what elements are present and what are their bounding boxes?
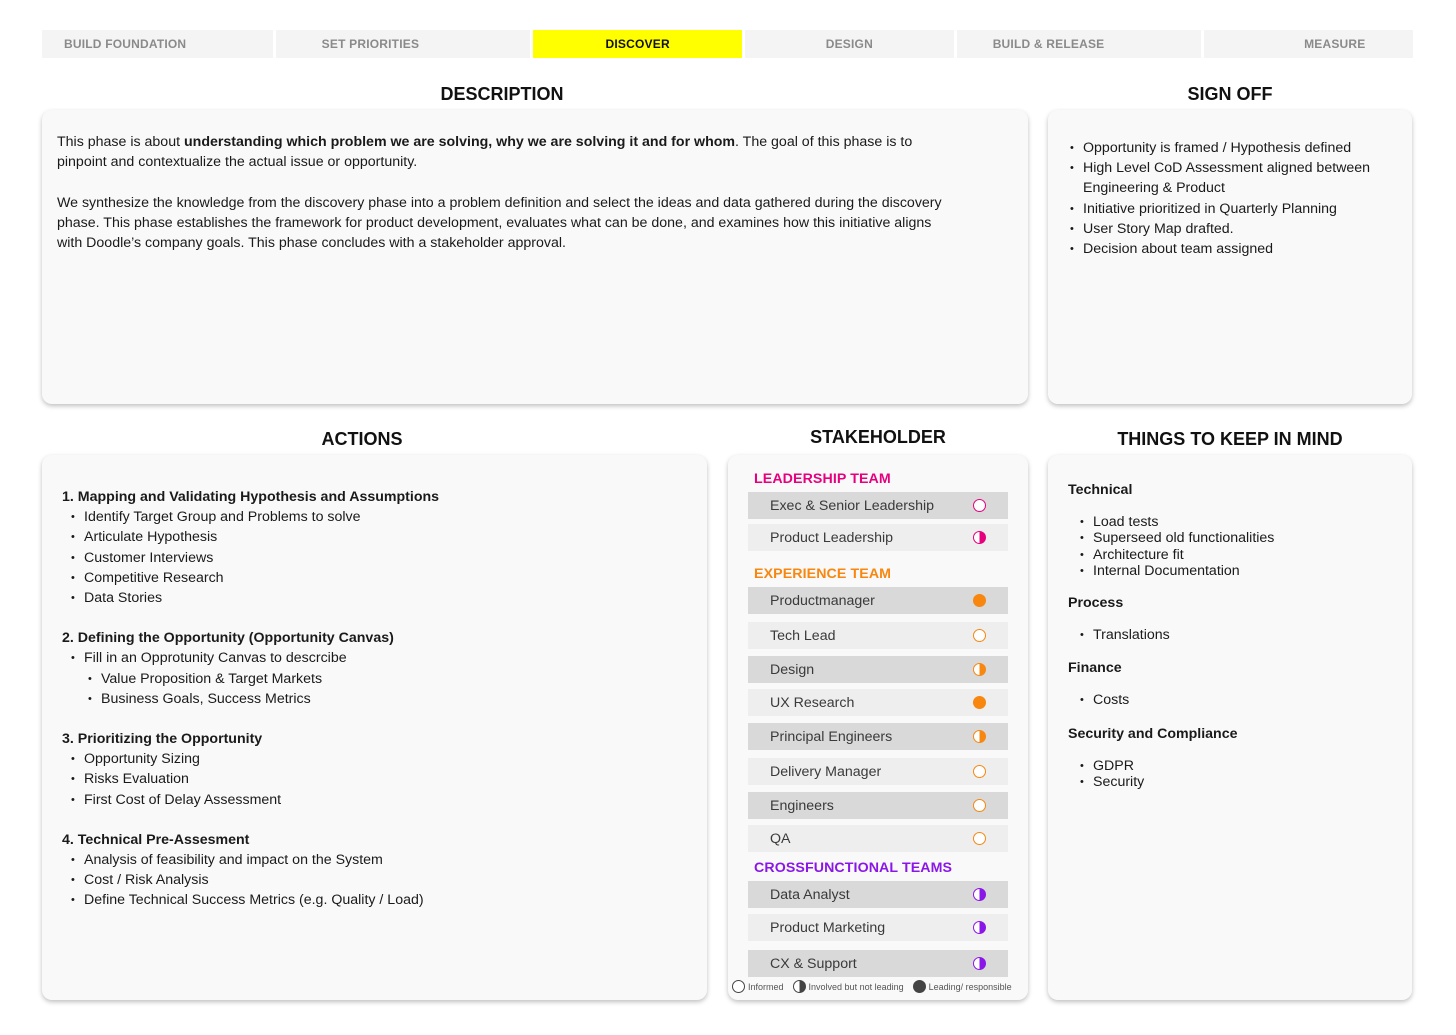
legend-involved: [793, 980, 904, 993]
empty-circle-icon: [973, 499, 986, 512]
action-heading: 4. Technical Pre-Assesment: [62, 831, 250, 848]
tab-label: DISCOVER: [605, 37, 670, 51]
description-text-run: This phase is about: [57, 134, 184, 150]
signoff-title: SIGN OFF: [1187, 84, 1273, 104]
list-item: • Opportunity Sizing: [67, 749, 702, 769]
stakeholder-label: Exec & Senior Leadership: [770, 497, 935, 514]
stakeholder-label: Productmanager: [770, 592, 875, 609]
team-heading-leadership-team: LEADERSHIP TEAM: [754, 471, 891, 487]
keep-list: [1068, 481, 1398, 790]
description-card: [42, 110, 1028, 404]
half-circle-icon: [973, 957, 986, 970]
description-title: DESCRIPTION: [440, 84, 564, 104]
stakeholder-row: [748, 492, 1008, 519]
tab-label: BUILD FOUNDATION: [64, 37, 187, 51]
action-heading: 2. Defining the Opportunity (Opportunity Canvas): [62, 630, 394, 647]
team-heading-experience-team: EXPERIENCE TEAM: [754, 566, 892, 582]
tab-discover[interactable]: [533, 30, 742, 58]
stakeholder-label: Engineers: [770, 797, 834, 814]
half-circle-icon: [973, 888, 986, 901]
legend-informed: [732, 980, 784, 993]
list-item: • Decision about team assigned: [1066, 239, 1396, 259]
action-group: [62, 830, 702, 911]
half-circle-icon: [973, 531, 986, 544]
action-group: [62, 729, 702, 810]
keep-heading: Technical: [1068, 482, 1133, 498]
stakeholder-row: [748, 723, 1008, 750]
team-heading-crossfunctional-teams: CROSSFUNCTIONAL TEAMS: [754, 860, 953, 876]
action-items: [67, 648, 702, 668]
action-group: [62, 487, 702, 608]
list-item: • Customer Interviews: [67, 548, 702, 568]
actions-title: ACTIONS: [321, 429, 403, 449]
keep-title: THINGS TO KEEP IN MIND: [1117, 429, 1343, 449]
stakeholder-title: STAKEHOLDER: [810, 427, 946, 447]
stakeholder-row: [748, 792, 1008, 819]
stakeholder-label: Tech Lead: [770, 627, 836, 644]
phase-tabs: [42, 30, 1413, 58]
stakeholder-label: Product Marketing: [770, 919, 886, 936]
filled-circle-icon: [973, 696, 986, 709]
list-item: • First Cost of Delay Assessment: [67, 790, 702, 810]
stakeholder-row: [748, 656, 1008, 683]
stakeholder-row: [748, 881, 1008, 908]
signoff-card: [1048, 110, 1412, 404]
description-text-run: . The goal of this phase is to pinpoint and contextualize the actual issue or opportunity.: [57, 134, 913, 171]
list-item: • Opportunity is framed / Hypothesis defined: [1066, 138, 1396, 158]
stakeholder-row: [748, 622, 1008, 649]
legend-label: Leading/ responsible: [928, 981, 1012, 992]
list-item: • User Story Map drafted.: [1066, 219, 1396, 239]
half-circle-icon: [973, 730, 986, 743]
stakeholder-label: Principal Engineers: [770, 728, 893, 745]
action-heading: 1. Mapping and Validating Hypothesis and Assumptions: [62, 489, 440, 505]
stakeholder-label: QA: [770, 830, 791, 847]
list-item: • Identify Target Group and Problems to solve: [67, 507, 702, 527]
stakeholder-label: UX Research: [770, 694, 855, 711]
list-item: • Data Stories: [67, 588, 702, 608]
stakeholder-row: [748, 524, 1008, 551]
tab-set-priorities[interactable]: [276, 30, 531, 58]
stakeholder-card: [728, 455, 1028, 1000]
tab-build-release[interactable]: [957, 30, 1202, 58]
informed-icon: [732, 980, 745, 993]
empty-circle-icon: [973, 765, 986, 778]
action-items: [67, 850, 702, 911]
list-item: • Costs: [1076, 692, 1398, 708]
description-emphasis: understanding which problem we are solving, why we are solving it and for whom: [183, 134, 736, 150]
filled-circle-icon: [913, 980, 926, 993]
legend-label: Involved but not leading: [808, 981, 904, 992]
list-item: • Fill in an Opprotunity Canvas to descrcibe: [67, 648, 702, 668]
description-text: [57, 132, 947, 273]
keep-items: [1076, 758, 1398, 791]
list-item: • Analysis of feasibility and impact on the System: [67, 850, 702, 870]
keep-items: [1076, 627, 1398, 643]
tab-label: MEASURE: [1304, 37, 1366, 51]
tab-label: DESIGN: [825, 37, 873, 51]
list-item: • Risks Evaluation: [67, 769, 702, 789]
stakeholder-row: [748, 825, 1008, 852]
description-paragraph-1: [57, 132, 947, 173]
action-items: [67, 749, 702, 810]
stakeholder-label: Data Analyst: [770, 886, 850, 903]
stakeholder-label: Product Leadership: [770, 529, 894, 546]
legend-leading: [913, 980, 1012, 993]
stakeholder-legend: [732, 980, 1021, 993]
signoff-list: [1066, 138, 1396, 259]
list-item: • Competitive Research: [67, 568, 702, 588]
keep-items: [1076, 514, 1398, 579]
empty-circle-icon: [973, 832, 986, 845]
half-circle-icon: [973, 663, 986, 676]
list-item: • Translations: [1076, 627, 1398, 643]
action-subitems: [84, 669, 702, 709]
keep-heading: Finance: [1068, 660, 1122, 677]
action-group: [62, 628, 702, 709]
list-item: • GDPR: [1076, 758, 1398, 774]
list-item: • Articulate Hypothesis: [67, 527, 702, 547]
legend-label: Informed: [748, 981, 784, 992]
list-item: • Initiative prioritized in Quarterly Planning: [1066, 199, 1396, 219]
list-item: • Define Technical Success Metrics (e.g. Quality / Load): [67, 890, 702, 910]
keep-items: [1076, 692, 1398, 708]
filled-circle-icon: [973, 594, 986, 607]
tab-label: BUILD & RELEASE: [992, 37, 1105, 51]
stakeholder-label: Design: [770, 661, 815, 678]
tab-measure[interactable]: [1204, 30, 1413, 58]
stakeholder-row: [748, 914, 1008, 941]
keep-heading: Process: [1068, 595, 1124, 612]
empty-circle-icon: [973, 629, 986, 642]
list-item: • Superseed old functionalities: [1076, 530, 1398, 546]
tab-design[interactable]: [745, 30, 954, 58]
tab-label: SET PRIORITIES: [321, 37, 420, 51]
actions-card: [42, 455, 707, 1000]
action-heading: 3. Prioritizing the Opportunity: [62, 731, 263, 748]
empty-circle-icon: [973, 799, 986, 812]
list-item: • Internal Documentation: [1076, 563, 1398, 579]
stakeholder-row: [748, 689, 1008, 716]
actions-list: [62, 487, 702, 931]
list-item: • Architecture fit: [1076, 547, 1398, 563]
tab-build-foundation[interactable]: [42, 30, 273, 58]
stakeholder-label: CX & Support: [770, 955, 857, 972]
keep-card: [1048, 455, 1412, 1000]
list-item: • High Level CoD Assessment aligned between Engineering & Product: [1066, 158, 1396, 198]
list-item: • Load tests: [1076, 514, 1398, 530]
list-item: • Cost / Risk Analysis: [67, 870, 702, 890]
list-item: • Value Proposition & Target Markets: [84, 669, 702, 689]
keep-heading: Security and Compliance: [1068, 725, 1238, 742]
half-circle-icon: [793, 980, 806, 993]
list-item: • Business Goals, Success Metrics: [84, 689, 702, 709]
stakeholder-row: [748, 587, 1008, 614]
list-item: • Security: [1076, 774, 1398, 790]
action-items: [67, 507, 702, 608]
description-paragraph-2: We synthesize the knowledge from the discovery phase into a problem definition and select the ideas and data gathered during the discovery phase. This phase establishes the framework for product development, evaluates what can be done, and examines how this initiative aligns with Doodle’s company goals. This phase concludes with a stakeholder approval.: [57, 194, 942, 252]
stakeholder-label: Delivery Manager: [770, 763, 882, 780]
stakeholder-row: [748, 950, 1008, 977]
stakeholder-row: [748, 758, 1008, 785]
half-circle-icon: [973, 921, 986, 934]
